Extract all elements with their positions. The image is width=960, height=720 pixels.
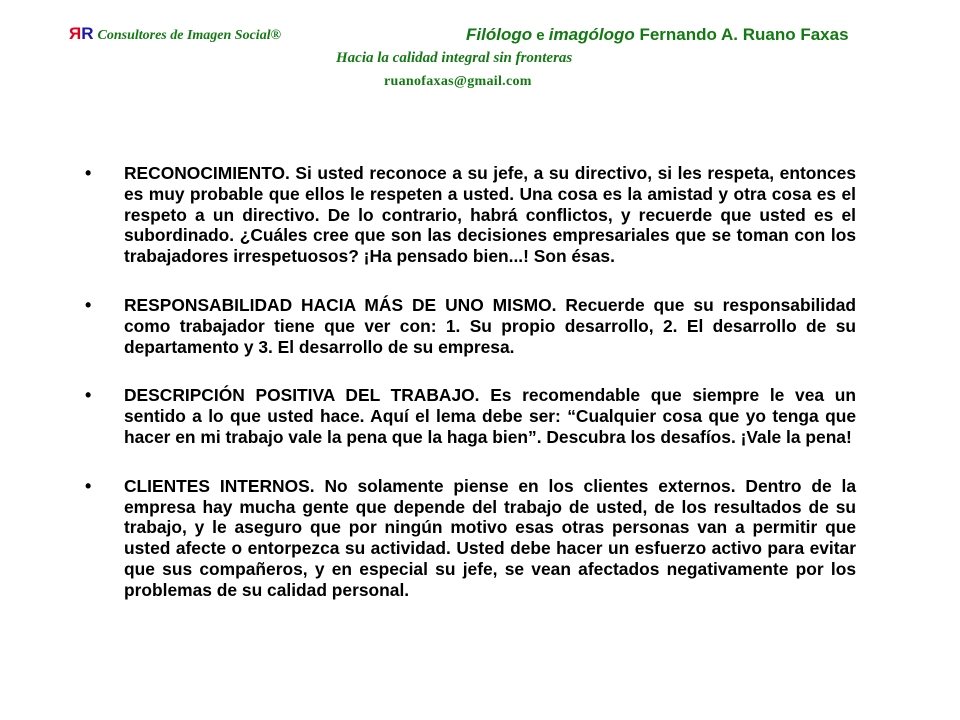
author-name: Fernando A. Ruano Faxas: [639, 25, 849, 44]
list-item-text: CLIENTES INTERNOS. No solamente piense en los clientes externos. Dentro de la empresa hay mucha gente que depende del trabajo de usted, de los resultados de su trabajo, y le aseguro que por ningún motivo esas otras personas van a permitir que usted afecte o entorpezca su actividad. Usted debe hacer un esfuerzo activo para evitar que sus compañeros, y en especial su jefe, se vean afectados negativamente por los problemas de su calidad personal.: [124, 475, 856, 600]
bullet-list: [82, 163, 856, 629]
list-item: [82, 476, 856, 601]
author-role-conjunction: e: [532, 27, 549, 44]
list-item: [82, 385, 856, 447]
list-item: [82, 163, 856, 267]
page-header: [0, 0, 960, 110]
brand-name: Consultores de Imagen Social®: [97, 28, 282, 43]
author-role-1: Filólogo: [466, 25, 533, 44]
brand-monogram-letter-2: R: [81, 24, 94, 43]
bullet-icon: •: [85, 294, 92, 315]
brand-monogram: [69, 24, 94, 43]
brand-logo: [69, 24, 281, 46]
brand-monogram-letter-1: Я: [69, 24, 82, 43]
list-item-text: RESPONSABILIDAD HACIA MÁS DE UNO MISMO. Recuerde que su responsabilidad como trabajador tiene que ver con: 1. Su propio desarrollo, 2. El desarrollo de su departamento y 3. El desarrollo de su empresa.: [124, 294, 856, 357]
author-role-2: imagólogo: [548, 25, 635, 44]
author-line: [466, 24, 849, 47]
contact-email: ruanofaxas@gmail.com: [384, 74, 532, 89]
list-item-text: DESCRIPCIÓN POSITIVA DEL TRABAJO. Es recomendable que siempre le vea un sentido a lo que usted hace. Aquí el lema debe ser: “Cualquier cosa que yo tenga que hacer en mi trabajo vale la pena que la haga bien”. Descubra los desafíos. ¡Vale la pena!: [124, 385, 856, 447]
bullet-icon: •: [85, 385, 92, 406]
bullet-icon: •: [85, 475, 92, 496]
list-item-text: RECONOCIMIENTO. Si usted reconoce a su jefe, a su directivo, si les respeta, entonces es muy probable que ellos le respeten a usted. Una cosa es la amistad y otra cosa es el respeto a un directivo. De lo contrario, habrá conflictos, y recuerde que usted es el subordinado. ¿Cuáles cree que son las decisiones empresariales que se toman con los trabajadores irrespetuosos? ¡Ha pensado bien...! Son ésas.: [124, 163, 856, 267]
tagline: Hacia la calidad integral sin fronteras: [336, 50, 573, 66]
list-item: [82, 295, 856, 357]
bullet-icon: •: [85, 163, 92, 183]
